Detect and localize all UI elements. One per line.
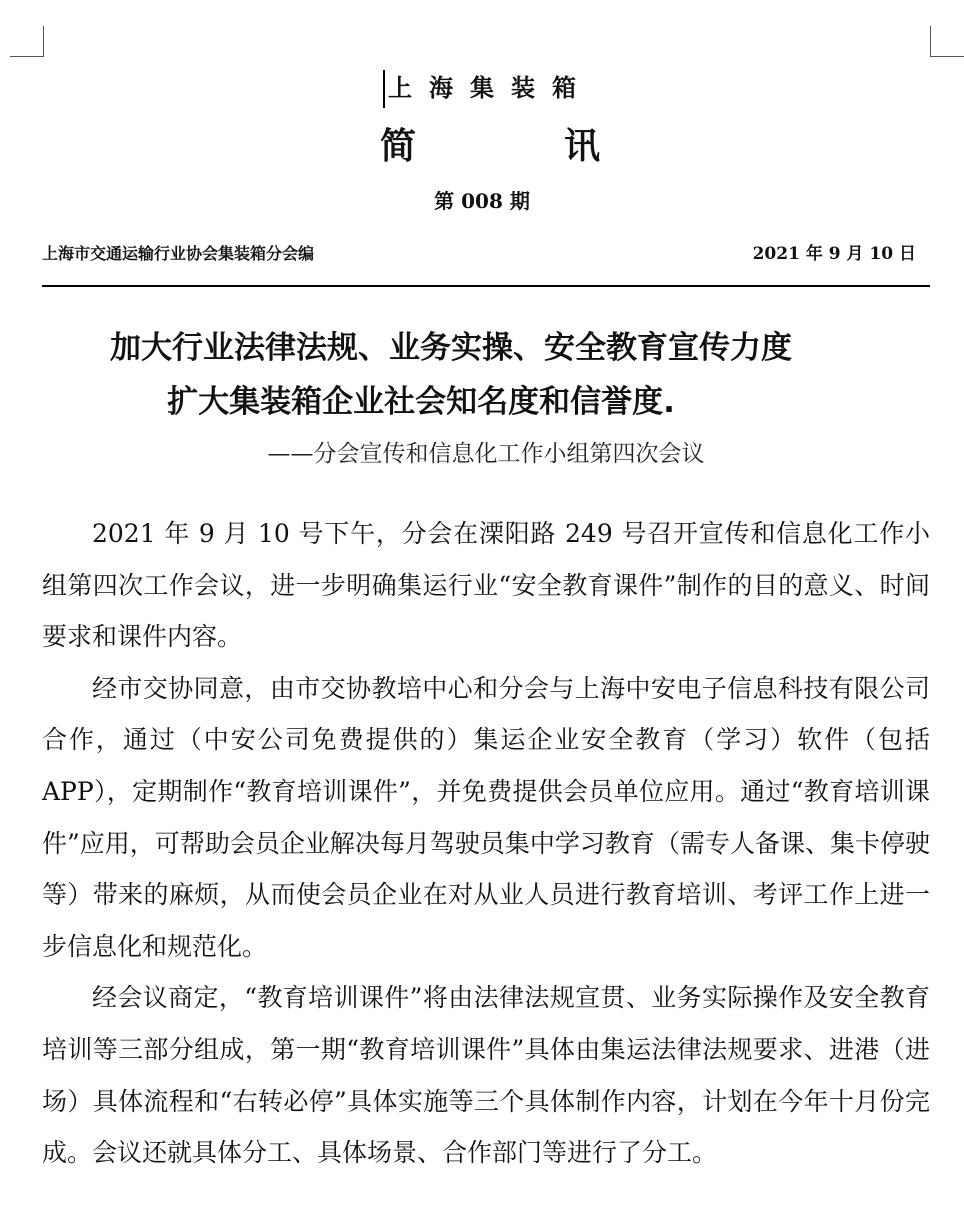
paragraph: 经会议商定，“教育培训课件”将由法律法规宣贯、业务实际操作及安全教育培训等三部分组成，第一期“教育培训课件”具体由集运法律法规要求、进港（进场）具体流程和“右转必停”具体实施等三个具体制作内容，计划在今年十月份完成。会议还就具体分工、具体场景、合作部门等进行了分工。 xyxy=(42,983,930,1168)
article-subtitle: ——分会宣传和信息化工作小组第四次会议 xyxy=(267,441,705,467)
crop-mark-top-left-horizontal xyxy=(10,56,44,57)
masthead-subtitle-right: 讯 xyxy=(563,125,600,167)
publisher-line: 上海市交通运输行业协会集装箱分会编 xyxy=(42,244,315,263)
masthead-title: 上海集装箱 xyxy=(388,73,593,102)
crop-mark-top-left-vertical xyxy=(43,26,44,57)
issue-number: 第 008 期 xyxy=(434,189,530,213)
paragraph: 经市交协同意，由市交协教培中心和分会与上海中安电子信息科技有限公司合作，通过（中安公司免费提供的）集运企业安全教育（学习）软件（包括 APP），定期制作“教育培训课件”，并免费提供会员单位应用。通过“教育培训课件”应用，可帮助会员企业解决每月驾驶员集中学习教育（需专人备课、集卡停驶等）带来的麻烦，从而使会员企业在对从业人员进行教育培训、考评工作上进一步信息化和规范化。 xyxy=(42,673,930,961)
masthead-subtitle xyxy=(380,122,600,170)
publication-date: 2021 年 9 月 10 日 xyxy=(752,244,916,264)
article-body xyxy=(42,508,930,1179)
headline-line-2: 扩大集装箱企业社会知名度和信誉度. xyxy=(167,384,675,420)
header-divider xyxy=(42,285,930,287)
headline-line-1: 加大行业法律法规、业务实操、安全教育宣传力度 xyxy=(110,330,792,366)
crop-mark-top-right-vertical xyxy=(930,26,931,57)
crop-mark-top-right-horizontal xyxy=(930,56,964,57)
masthead-subtitle-left: 简 xyxy=(380,125,417,167)
paragraph: 2021 年 9 月 10 号下午，分会在溧阳路 249 号召开宣传和信息化工作小组第四次工作会议，进一步明确集运行业“安全教育课件”制作的目的意义、时间要求和课件内容。 xyxy=(42,519,930,652)
